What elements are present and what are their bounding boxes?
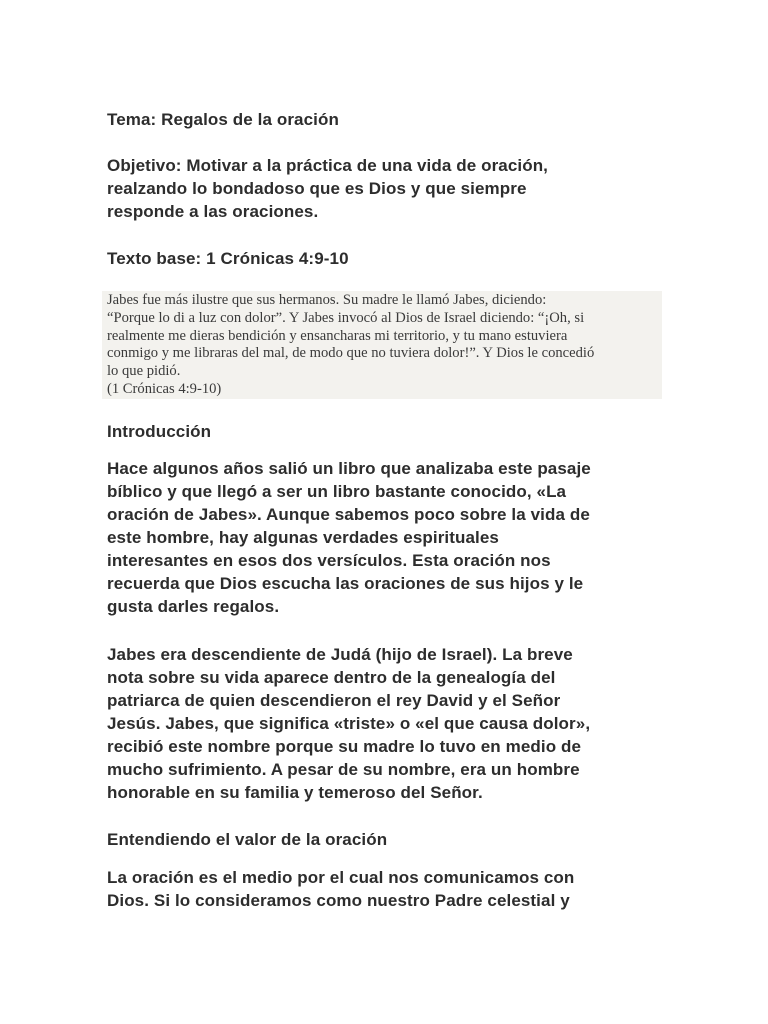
quote-line: realmente me dieras bendición y ensancharas mi territorio, y tu mano estuviera bbox=[107, 327, 568, 344]
paragraph-line: oración de Jabes». Aunque sabemos poco sobre la vida de bbox=[107, 505, 590, 524]
paragraph-line: Dios. Si lo consideramos como nuestro Padre celestial y bbox=[107, 891, 570, 910]
objective-line: responde a las oraciones. bbox=[107, 202, 319, 221]
quote-line: conmigo y me libraras del mal, de modo que no tuviera dolor!”. Y Dios le concedió bbox=[107, 345, 595, 362]
quote-reference: (1 Crónicas 4:9-10) bbox=[107, 380, 222, 397]
paragraph-line: bíblico y que llegó a ser un libro bastante conocido, «La bbox=[107, 482, 567, 501]
quote-line: Jabes fue más ilustre que sus hermanos. Su madre le llamó Jabes, diciendo: bbox=[107, 292, 547, 308]
paragraph-line: Jesús. Jabes, que significa «triste» o «el que causa dolor», bbox=[107, 714, 591, 733]
paragraph-line: nota sobre su vida aparece dentro de la genealogía del bbox=[107, 668, 556, 687]
paragraph-line: gusta darles regalos. bbox=[107, 597, 280, 616]
scripture-quote bbox=[102, 291, 662, 399]
paragraph-2 bbox=[107, 643, 667, 804]
paragraph-line: Jabes era descendiente de Judá (hijo de Israel). La breve bbox=[107, 645, 573, 664]
paragraph-line: recibió este nombre porque su madre lo tuvo en medio de bbox=[107, 737, 582, 756]
paragraph-1 bbox=[107, 457, 667, 618]
paragraph-line: este hombre, hay algunas verdades espirituales bbox=[107, 528, 499, 547]
paragraph-line: Hace algunos años salió un libro que analizaba este pasaje bbox=[107, 459, 591, 478]
paragraph-line: recuerda que Dios escucha las oraciones de sus hijos y le bbox=[107, 574, 584, 593]
introduction-heading: Introducción bbox=[107, 422, 212, 441]
paragraph-3 bbox=[107, 866, 667, 912]
paragraph-line: La oración es el medio por el cual nos comunicamos con bbox=[107, 868, 575, 887]
topic-heading: Tema: Regalos de la oración bbox=[107, 110, 339, 129]
objective-line: Objetivo: Motivar a la práctica de una vida de oración, bbox=[107, 156, 549, 175]
base-text-heading: Texto base: 1 Crónicas 4:9-10 bbox=[107, 249, 349, 268]
objective-line: realzando lo bondadoso que es Dios y que siempre bbox=[107, 179, 527, 198]
paragraph-line: honorable en su familia y temeroso del Señor. bbox=[107, 783, 483, 802]
paragraph-line: interesantes en esos dos versículos. Esta oración nos bbox=[107, 551, 551, 570]
quote-line: “Porque lo di a luz con dolor”. Y Jabes invocó al Dios de Israel diciendo: “¡Oh, si bbox=[107, 309, 585, 326]
objective-paragraph bbox=[107, 154, 667, 223]
paragraph-line: patriarca de quien descendieron el rey David y el Señor bbox=[107, 691, 561, 710]
quote-line: lo que pidió. bbox=[107, 363, 181, 380]
section-heading: Entendiendo el valor de la oración bbox=[107, 830, 388, 849]
paragraph-line: mucho sufrimiento. A pesar de su nombre, era un hombre bbox=[107, 760, 580, 779]
